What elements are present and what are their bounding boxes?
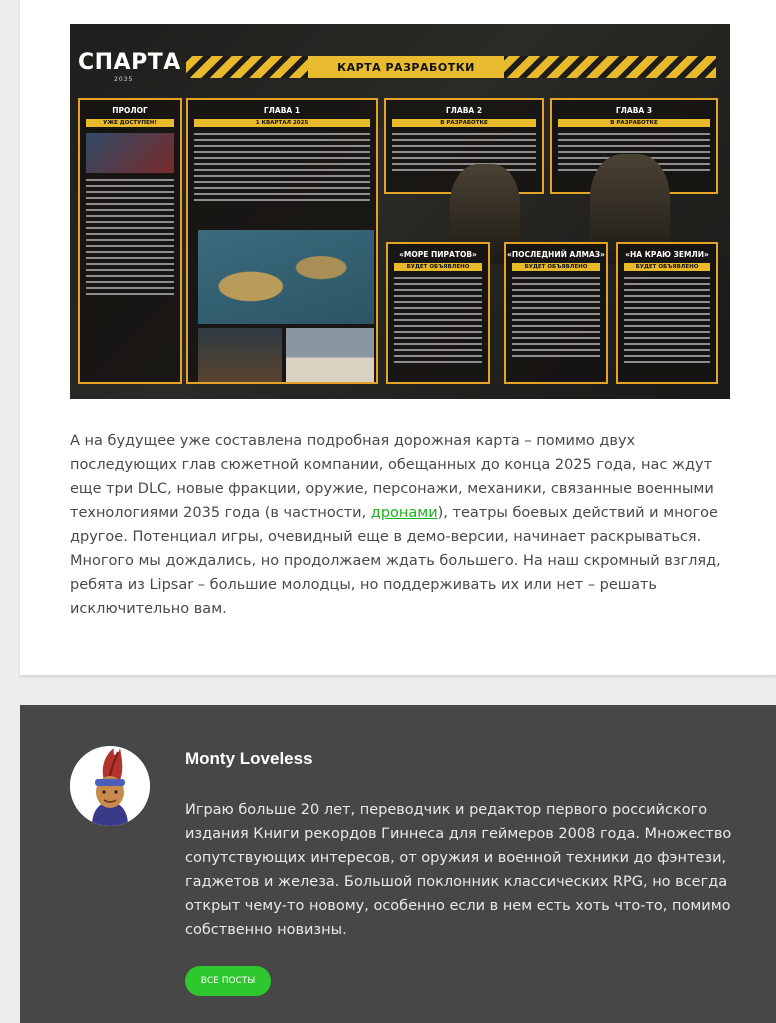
roadmap-prologue-screenshot [86, 133, 174, 173]
roadmap-panel-prologue [78, 98, 182, 384]
roadmap-panel-heading: «НА КРАЮ ЗЕМЛИ» [625, 250, 709, 259]
author-avatar-icon [70, 746, 150, 826]
roadmap-panel-status: БУДЕТ ОБЪЯВЛЕНО [512, 263, 600, 271]
roadmap-panel-text [86, 179, 174, 295]
roadmap-panel-status: В РАЗРАБОТКЕ [392, 119, 536, 127]
roadmap-panel-status: В РАЗРАБОТКЕ [558, 119, 710, 127]
drones-link[interactable]: дронами [370, 505, 438, 521]
roadmap-panel-heading: ГЛАВА 3 [615, 106, 653, 115]
article-paragraph [70, 429, 736, 621]
roadmap-logo-year: 2035 [114, 76, 134, 83]
roadmap-panel-heading: ГЛАВА 1 [263, 106, 301, 115]
all-posts-button[interactable]: ВСЕ ПОСТЫ [185, 966, 271, 996]
roadmap-panel-status: 1 КВАРТАЛ 2025 [194, 119, 370, 127]
article-text-before-link: А на будущее уже составлена подробная дорожная карта – помимо двух последующих глав сюжетной компании, обещанных до конца 2025 года, нас ждут еще три DLC, новые фракции, оружие, персонажи, механики, связанные военными технологиями 2035 года (в частности, [70, 433, 714, 521]
roadmap-ship-screenshot [286, 328, 374, 382]
roadmap-panel-status: УЖЕ ДОСТУПЕН! [86, 119, 174, 127]
roadmap-panel-status: БУДЕТ ОБЪЯВЛЕНО [624, 263, 710, 271]
roadmap-panel-dlc-2 [504, 242, 608, 384]
roadmap-panel-status: БУДЕТ ОБЪЯВЛЕНО [394, 263, 482, 271]
roadmap-panel-text [394, 277, 482, 363]
roadmap-panel-text [624, 277, 710, 363]
roadmap-panel-text [512, 277, 600, 357]
roadmap-logo: СПАРТА [78, 50, 181, 75]
roadmap-panel-heading: ПРОЛОГ [112, 106, 148, 115]
author-name[interactable]: Monty Loveless [185, 749, 313, 768]
author-bio: Играю больше 20 лет, переводчик и редактор первого российского издания Книги рекордов Гиннеса для геймеров 2008 года. Множество сопутствующих интересов, от оружия и военной техники до фэнтези, гаджетов и железа. Большой поклонник классических RPG, но всегда открыт чему-то новому, особенно если в нем есть хоть что-то, помимо собственно новизны. [185, 802, 732, 938]
avatar [70, 746, 150, 826]
roadmap-map-screenshot [198, 230, 374, 324]
roadmap-image [70, 24, 730, 399]
roadmap-title: КАРТА РАЗРАБОТКИ [308, 56, 504, 78]
roadmap-panel-heading: «МОРЕ ПИРАТОВ» [399, 250, 477, 259]
roadmap-panel-dlc-3 [616, 242, 718, 384]
roadmap-panel-heading: ГЛАВА 2 [445, 106, 483, 115]
article-card [20, 0, 776, 675]
article-text-after-link: ), театры боевых действий и многое другое. Потенциал игры, очевидный еще в демо-версии, начинает раскрываться. Многого мы дождались, но продолжаем ждать большего. На наш скромный взгляд, ребята из Lipsar – большие молодцы, но поддерживать их или нет – решать исключительно вам. [70, 505, 721, 617]
roadmap-panel-dlc-1 [386, 242, 490, 384]
roadmap-panel-text [392, 133, 536, 171]
roadmap-base-screenshot [198, 328, 282, 382]
roadmap-panel-heading: «ПОСЛЕДНИЙ АЛМАЗ» [507, 250, 605, 259]
roadmap-panel-text [194, 133, 370, 201]
author-box [20, 705, 776, 1023]
